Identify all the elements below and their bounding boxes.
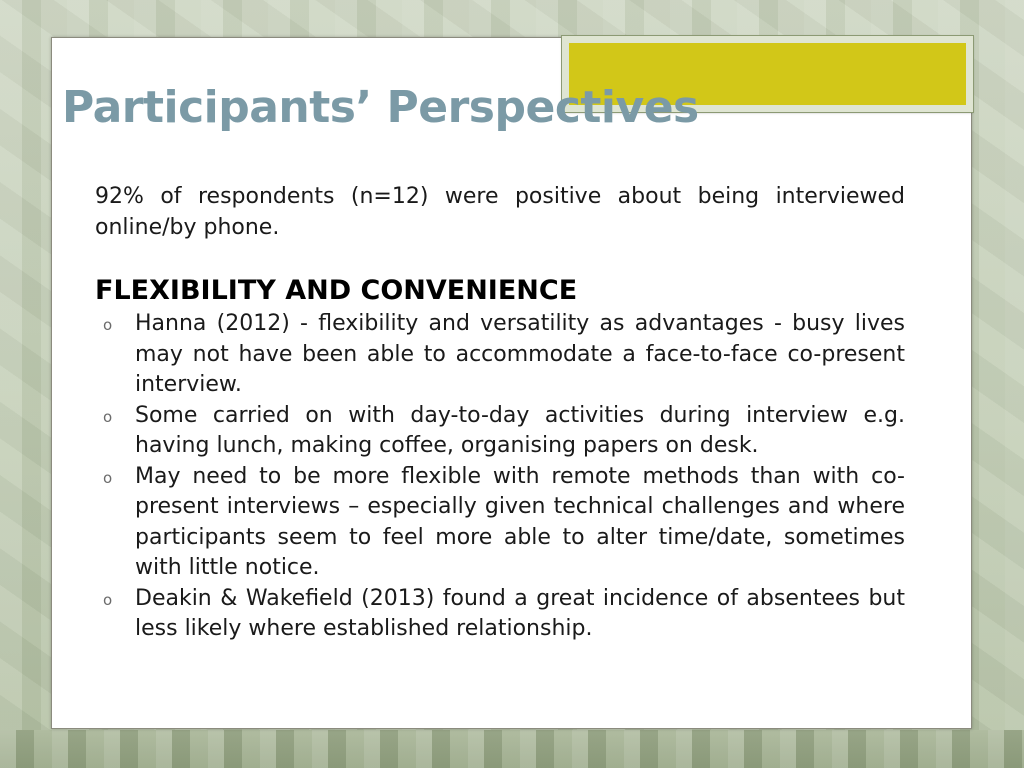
bullet-icon: o [103,590,113,609]
bullet-item [95,584,905,645]
bullet-icon: o [103,468,113,487]
bullet-text: Deakin & Wakefield (2013) found a great incidence of absentees but less likely where established relationship. [135,585,905,641]
bullet-icon: o [103,316,113,334]
bullet-item [95,401,905,462]
bullet-list [95,309,905,645]
slide-content [95,182,905,645]
background-bottom-band [0,730,1024,768]
slide-title: Participants’ Perspectives [62,82,699,133]
intro-paragraph: 92% of respondents (n=12) were positive about being interviewed online/by phone. [95,184,905,240]
bullet-icon: o [103,407,113,426]
bullet-text: Some carried on with day-to-day activities during interview e.g. having lunch, making coffee, organising papers on desk. [135,402,905,458]
bullet-item [95,309,905,401]
section-heading: FLEXIBILITY AND CONVENIENCE [95,275,578,306]
bullet-text: Hanna (2012) - flexibility and versatility as advantages - busy lives may not have been able to accommodate a face-to-face co-present interview. [135,311,905,397]
bullet-text: May need to be more flexible with remote methods than with co-present interviews – especially given technical challenges and where participants seem to feel more able to alter time/date, sometimes with little notice. [135,463,905,580]
bullet-item [95,462,905,584]
